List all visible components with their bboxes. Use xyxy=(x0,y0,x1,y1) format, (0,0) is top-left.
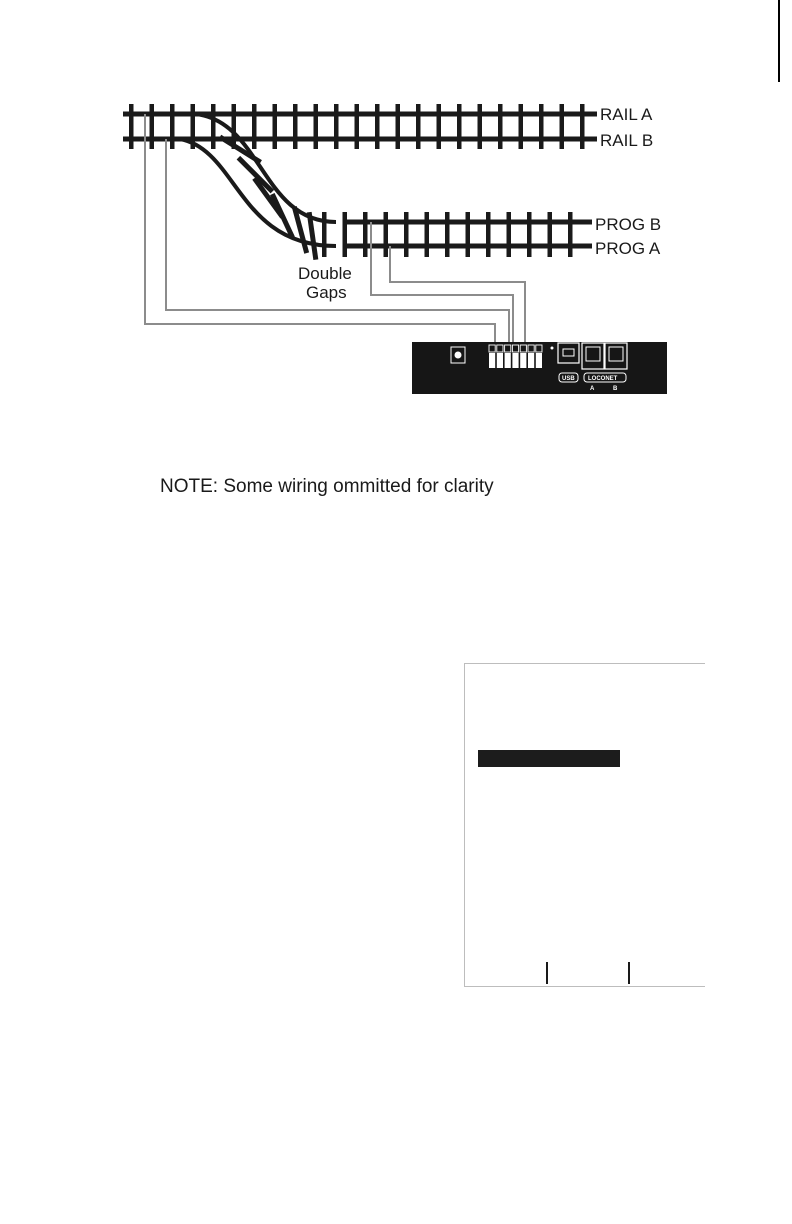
track-tie xyxy=(568,212,573,257)
display-panel xyxy=(464,663,705,987)
power-jack-icon xyxy=(455,352,462,359)
terminal-slot xyxy=(505,353,511,368)
track-tie xyxy=(498,104,503,149)
panel-divider xyxy=(546,962,548,984)
track-tie xyxy=(466,212,471,257)
track-tie xyxy=(457,104,462,149)
terminal-slot xyxy=(489,353,495,368)
indicator-dot xyxy=(551,347,554,350)
label-rail-a: RAIL A xyxy=(600,105,653,124)
track-tie xyxy=(437,104,442,149)
track-tie xyxy=(170,104,175,149)
track-tie xyxy=(548,212,553,257)
track-tie xyxy=(478,104,483,149)
usb-port xyxy=(558,343,579,363)
label-rail-b: RAIL B xyxy=(600,131,654,150)
wire-prog-b xyxy=(371,222,513,346)
track-tie xyxy=(293,104,298,149)
port-a-label: A xyxy=(590,386,595,392)
label-prog-b: PROG B xyxy=(595,215,662,234)
track-tie xyxy=(560,104,565,149)
loconet-label: LOCONET xyxy=(588,376,618,382)
panel-divider xyxy=(628,962,630,984)
terminal-block xyxy=(489,345,542,368)
track-tie xyxy=(363,212,368,257)
label-prog-a: PROG A xyxy=(595,239,661,258)
track-tie xyxy=(527,212,532,257)
gap-mark xyxy=(336,212,340,230)
track-tie xyxy=(507,212,512,257)
track-tie xyxy=(273,104,278,149)
terminal-slot xyxy=(520,353,526,368)
terminal-screw xyxy=(497,345,503,352)
track-tie xyxy=(355,104,360,149)
note-text: NOTE: Some wiring ommitted for clarity xyxy=(160,476,494,497)
wire-rail-a xyxy=(145,114,495,346)
track-tie xyxy=(384,212,389,257)
track-tie xyxy=(486,212,491,257)
track-tie xyxy=(539,104,544,149)
terminal-screw xyxy=(520,345,526,352)
track-tie xyxy=(129,104,134,149)
track-tie xyxy=(252,104,257,149)
track-tie xyxy=(445,212,450,257)
wiring-diagram xyxy=(0,0,792,420)
gap-mark xyxy=(336,238,340,256)
main-track-ties xyxy=(129,104,585,149)
terminal-screw xyxy=(505,345,511,352)
track-tie xyxy=(375,104,380,149)
terminal-slot xyxy=(536,353,542,368)
track-tie xyxy=(580,104,585,149)
label-double: Double xyxy=(298,264,352,283)
terminal-slot xyxy=(497,353,503,368)
label-gaps: Gaps xyxy=(306,283,347,302)
command-station xyxy=(412,342,667,394)
track-tie xyxy=(416,104,421,149)
terminal-screw xyxy=(512,345,518,352)
track-tie xyxy=(425,212,430,257)
track-tie xyxy=(150,104,155,149)
track-tie xyxy=(519,104,524,149)
branch-track-ties xyxy=(219,135,573,260)
track-tie xyxy=(334,104,339,149)
port-b-label: B xyxy=(613,386,618,392)
terminal-slot xyxy=(528,353,534,368)
panel-highlight-bar xyxy=(478,750,620,767)
terminal-screw xyxy=(489,345,495,352)
track-tie xyxy=(314,104,319,149)
track-tie xyxy=(404,212,409,257)
track-tie xyxy=(211,104,216,149)
terminal-screw xyxy=(536,345,542,352)
usb-label: USB xyxy=(562,376,575,382)
terminal-screw xyxy=(528,345,534,352)
track-tie xyxy=(343,212,348,257)
track-tie xyxy=(396,104,401,149)
terminal-slot xyxy=(512,353,518,368)
